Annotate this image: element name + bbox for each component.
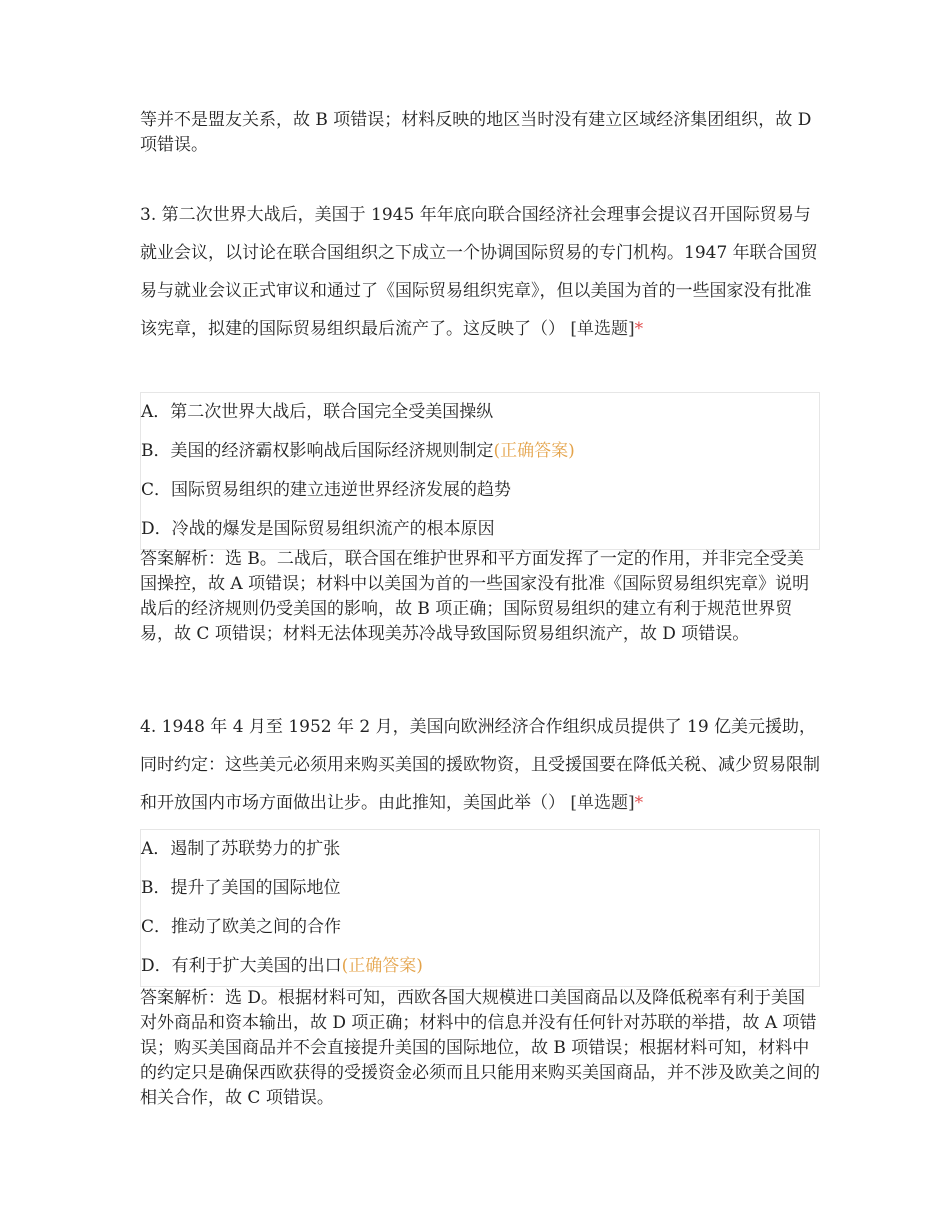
option-c[interactable]	[141, 908, 819, 947]
option-b[interactable]	[141, 869, 819, 908]
question-type-label: [单选题]	[570, 319, 635, 339]
option-a[interactable]	[141, 393, 819, 432]
analysis-text: 答案解析：选 D。根据材料可知，西欧各国大规模进口美国商品以及降低税率有利于美国对外商品和资本输出，故 D 项正确；材料中的信息并没有任何针对苏联的举措，故 A 项错误；购买美国商品并不会直接提升美国的国际地位，故 B 项错误；根据材料可知，材料中的约定只是确保西欧获得的受援资金必须而且只能用来购买美国商品，并不涉及欧美之间的相关合作，故 C 项错误。	[140, 988, 820, 1108]
option-text: B．美国的经济霸权影响战后国际经济规则制定	[141, 441, 494, 461]
question-3	[140, 196, 820, 348]
correct-answer-label: (正确答案)	[341, 956, 423, 976]
question-stem-text: 3. 第二次世界大战后，美国于 1945 年年底向联合国经济社会理事会提议召开国际贸易与就业会议，以讨论在联合国组织之下成立一个协调国际贸易的专门机构。1947 年联合国贸易与就业会议正式审议和通过了《国际贸易组织宪章》，但以美国为首的一些国家没有批准该宪章，拟建的国际贸易组织最后流产了。这反映了（）	[140, 205, 818, 339]
option-text: A．第二次世界大战后，联合国完全受美国操纵	[141, 402, 494, 422]
option-d[interactable]	[141, 510, 819, 549]
question-4-options	[140, 829, 820, 987]
question-4	[140, 708, 820, 822]
analysis-text: 等并不是盟友关系，故 B 项错误；材料反映的地区当时没有建立区域经济集团组织，故 D 项错误。	[140, 110, 812, 155]
question-type-label: [单选题]	[570, 793, 635, 813]
question-stem	[140, 708, 820, 822]
required-mark: *	[634, 319, 644, 339]
correct-answer-label: (正确答案)	[493, 441, 575, 461]
required-mark: *	[634, 793, 644, 813]
options-list	[140, 829, 820, 987]
previous-analysis-tail	[140, 108, 820, 158]
question-stem	[140, 196, 820, 348]
option-d[interactable]	[141, 947, 819, 986]
option-text: C．国际贸易组织的建立违逆世界经济发展的趋势	[141, 480, 512, 500]
option-text: C．推动了欧美之间的合作	[141, 917, 342, 937]
option-a[interactable]	[141, 830, 819, 869]
question-3-analysis	[140, 547, 820, 647]
options-list	[140, 392, 820, 550]
option-text: B．提升了美国的国际地位	[141, 878, 341, 898]
option-b[interactable]	[141, 432, 819, 471]
question-4-analysis	[140, 986, 820, 1111]
option-text: D．有利于扩大美国的出口	[141, 956, 342, 976]
analysis-text: 答案解析：选 B。二战后，联合国在维护世界和平方面发挥了一定的作用，并非完全受美国操控，故 A 项错误；材料中以美国为首的一些国家没有批准《国际贸易组织宪章》说明战后的经济规则仍受美国的影响，故 B 项正确；国际贸易组织的建立有利于规范世界贸易，故 C 项错误；材料无法体现美苏冷战导致国际贸易组织流产，故 D 项错误。	[140, 549, 810, 644]
option-c[interactable]	[141, 471, 819, 510]
question-3-options	[140, 392, 820, 550]
question-stem-text: 4. 1948 年 4 月至 1952 年 2 月，美国向欧洲经济合作组织成员提供了 19 亿美元援助，同时约定：这些美元必须用来购买美国的援欧物资，且受援国要在降低关税、减少贸易限制和开放国内市场方面做出让步。由此推知，美国此举（）	[140, 717, 820, 813]
option-text: D．冷战的爆发是国际贸易组织流产的根本原因	[141, 519, 495, 539]
option-text: A．遏制了苏联势力的扩张	[141, 839, 341, 859]
